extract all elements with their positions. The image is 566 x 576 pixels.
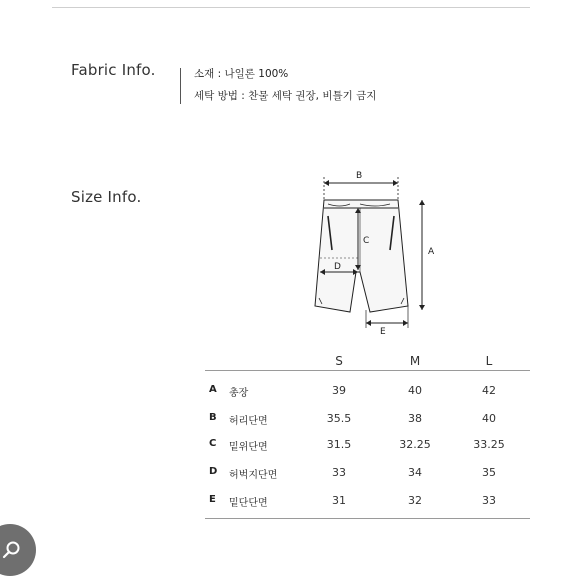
cell-s: 35.5 [326,412,352,425]
cell-m: 32.25 [399,438,431,451]
cell-m: 32 [408,494,422,507]
table-row [205,384,530,400]
column-header-s: S [335,354,343,368]
shorts-outline [315,200,408,312]
search-button[interactable] [0,524,36,576]
top-divider [52,7,530,8]
row-name: 밑위단면 [229,442,268,453]
cell-s: 39 [332,384,346,397]
cell-l: 40 [482,412,496,425]
fabric-material: 소재 : 나일론 100% [194,68,289,80]
cell-l: 35 [482,466,496,479]
row-letter: E [209,494,216,505]
measure-a-arrow [419,200,425,310]
cell-s: 31 [332,494,346,507]
search-icon [2,540,22,560]
row-letter: B [209,412,217,423]
row-letter: C [209,438,217,449]
row-letter: D [209,466,218,477]
cell-m: 40 [408,384,422,397]
cell-l: 42 [482,384,496,397]
table-row [205,466,530,482]
cell-s: 31.5 [326,438,352,451]
cell-s: 33 [332,466,346,479]
label-a: A [428,247,435,257]
label-e: E [380,327,386,337]
cell-m: 34 [408,466,422,479]
row-name: 밑단단면 [229,498,268,509]
table-top-rule [205,370,530,371]
row-name: 허벅지단면 [229,470,278,481]
cell-m: 38 [408,412,422,425]
label-b: B [356,171,363,181]
cell-l: 33.25 [473,438,505,451]
label-d: D [334,262,341,272]
table-row [205,494,530,510]
column-header-l: L [485,354,493,368]
row-letter: A [209,384,217,395]
fabric-info-title: Fabric Info. [71,61,156,79]
cell-l: 33 [482,494,496,507]
shorts-diagram [300,160,450,340]
size-info-title: Size Info. [71,188,142,206]
fabric-divider [180,68,181,104]
row-name: 총장 [229,388,249,399]
fabric-washing: 세탁 방법 : 찬물 세탁 권장, 비틀기 금지 [194,90,377,102]
row-name: 허리단면 [229,416,268,427]
label-c: C [363,236,370,246]
table-bottom-rule [205,518,530,519]
table-row [205,438,530,454]
table-row [205,412,530,428]
column-header-m: M [409,354,421,368]
